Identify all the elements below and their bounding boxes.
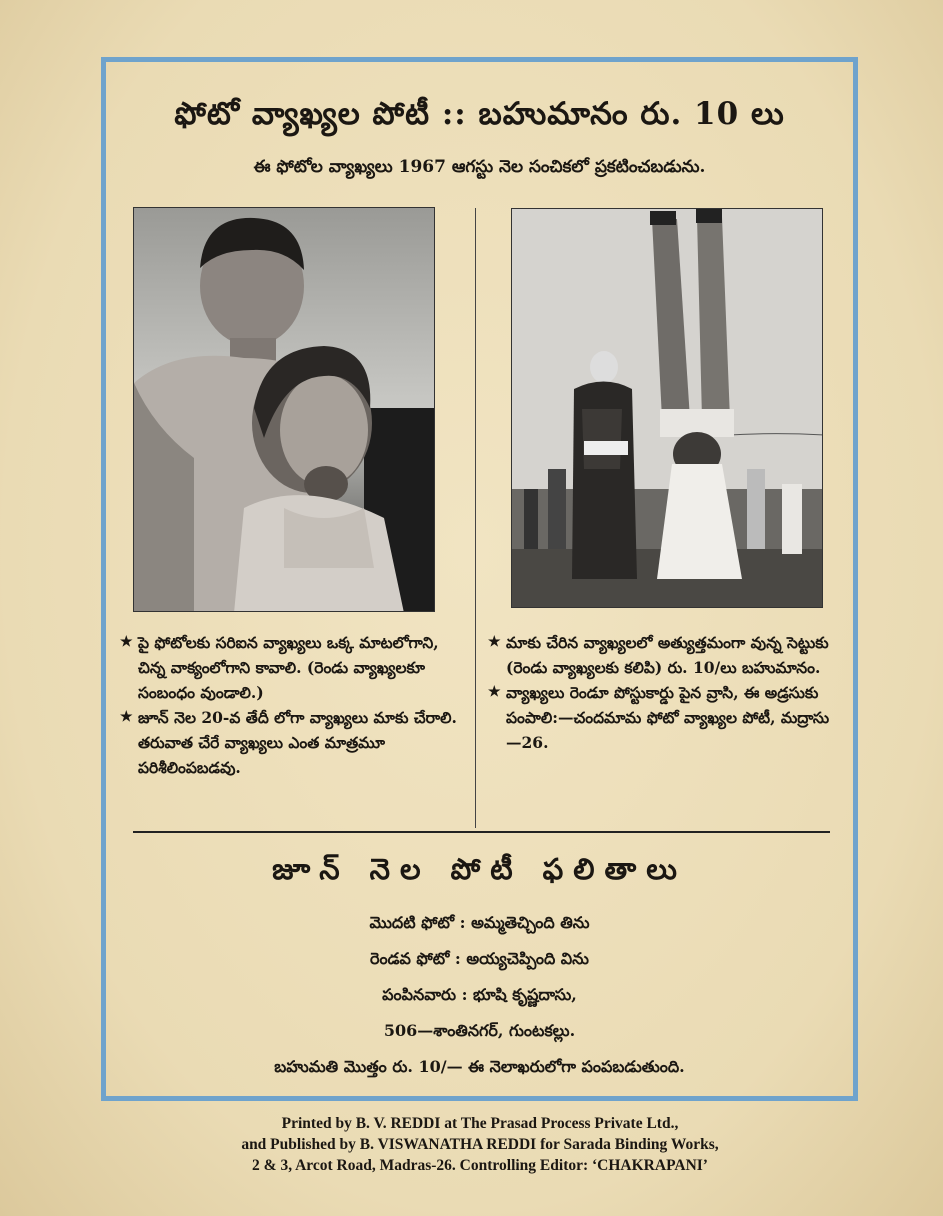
contest-subtitle: ఈ ఫోటోల వ్యాఖ్యలు 1967 ఆగస్టు నెల సంచికలో ప్రకటించబడును. xyxy=(253,157,706,177)
results-first-photo: మొదటి ఫోటో : అమ్మతెచ్చింది తిను xyxy=(369,913,590,932)
rule-text: మాకు చేరిన వ్యాఖ్యలలో అత్యుత్తమంగా వున్న సెట్టుకు (రెండు వ్యాఖ్యలకు కలిపి) రు. 10/లు బహుమానం. xyxy=(506,633,829,677)
imprint-line: Printed by B. V. REDDI at The Prasad Process Private Ltd., xyxy=(281,1115,679,1132)
rule-item xyxy=(488,630,843,680)
rule-text: పై ఫోటోలకు సరిఐన వ్యాఖ్యలు ఒక్క మాటలోగాని, చిన్న వాక్యంలోగాని కావాలి. (రెండు వ్యాఖ్యలకూ సంబంధం వుండాలి.) xyxy=(138,633,439,702)
results-address: 506—శాంతినగర్, గుంటకల్లు. xyxy=(383,1021,576,1040)
imprint-line: 2 & 3, Arcot Road, Madras-26. Controlling Editor: ‘CHAKRAPANI’ xyxy=(252,1157,708,1174)
rules-left-column xyxy=(120,630,470,780)
results-second-photo: రెండవ ఫోటో : అయ్యచెప్పింది విను xyxy=(370,949,589,968)
results-sender: పంపినవారు : భూషి కృష్ణదాసు, xyxy=(382,985,577,1004)
star-icon: ★ xyxy=(488,634,501,650)
rule-item xyxy=(120,705,470,780)
imprint-footer xyxy=(120,1113,840,1176)
results-heading: జూన్ నెల పోటీ ఫలితాలు xyxy=(272,852,687,886)
photo-children xyxy=(133,207,435,612)
section-divider xyxy=(133,831,830,833)
column-divider xyxy=(475,208,476,828)
star-icon: ★ xyxy=(120,634,133,650)
rule-item xyxy=(488,680,843,755)
results-prize-note: బహుమతి మొత్తం రు. 10/— ఈ నెలాఖరులోగా పంపబడుతుంది. xyxy=(274,1057,685,1076)
rule-text: వ్యాఖ్యలు రెండూ పోస్టుకార్డు పైన వ్రాసి, ఈ అడ్రసుకు పంపాలి:—చందమామ ఫోటో వ్యాఖ్యల పోటీ, మద్రాసు—26. xyxy=(506,683,830,752)
rules-right-column xyxy=(488,630,843,755)
rule-text: జూన్ నెల 20-వ తేదీ లోగా వ్యాఖ్యలు మాకు చేరాలి. తరువాత చేరే వ్యాఖ్యలు ఎంత మాత్రమూ పరిశీలింపబడవు. xyxy=(138,708,457,777)
star-icon: ★ xyxy=(120,709,133,725)
imprint-line: and Published by B. VISWANATHA REDDI for Sarada Binding Works, xyxy=(241,1136,719,1153)
star-icon: ★ xyxy=(488,684,501,700)
photo-acrobat xyxy=(511,208,823,608)
results-block xyxy=(101,905,858,1085)
rule-item xyxy=(120,630,470,705)
contest-title: ఫోటో వ్యాఖ్యల పోటీ :: బహుమానం రు. 10 లు xyxy=(174,96,785,132)
